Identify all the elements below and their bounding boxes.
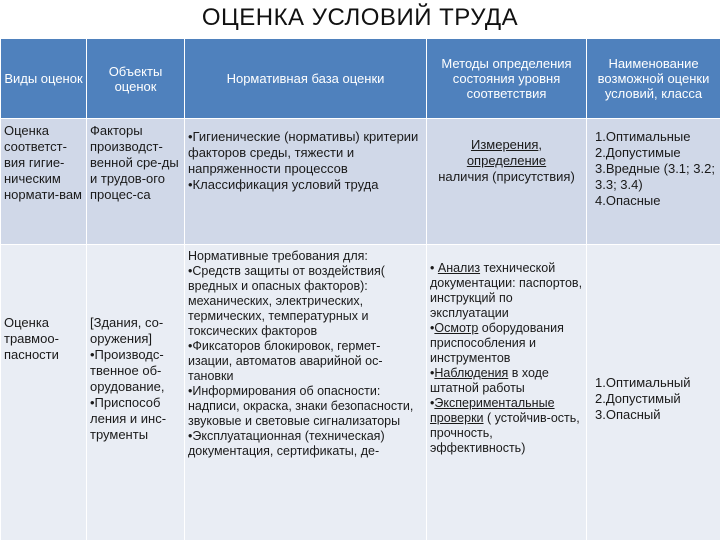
header-assessment-objects: Объекты оценок (87, 39, 185, 119)
cell-objects: Факторы производст-венной сре-ды и трудов-ого процес-са (87, 119, 185, 245)
class-item: 3.Вредные (3.1; 3.2; 3.3; 3.4) (595, 161, 715, 192)
table-row (1, 245, 720, 540)
norm-item: •Эксплуатационная (техническая) документация, сертификаты, де- (188, 429, 385, 458)
cell-norms (185, 119, 427, 245)
method-measurement: Измерения (470, 137, 539, 152)
cell-type: Оценка травмоо-пасности (1, 245, 87, 540)
norm-item: •Информирования об опасности: надписи, окраска, знаки безопасности, звуковые и световые сигнализаторы (188, 384, 414, 428)
header-normative-base: Нормативная база оценки (185, 39, 427, 119)
assessment-table (0, 38, 720, 540)
method-item: •Наблюдения в ходе штатной работы (430, 366, 549, 395)
cell-objects (87, 245, 185, 540)
method-item: • Анализ технической документации: паспортов, инструкций по эксплуатации (430, 261, 583, 320)
method-item: •Экспериментальные проверки ( устойчив-ость, прочность, эффективность) (430, 396, 580, 455)
object-item: •Производс-твенное об-орудование, (90, 347, 165, 394)
method-item: •Осмотр оборудования приспособления и инструментов (430, 321, 564, 365)
header-assessment-types: Виды оценок (1, 39, 87, 119)
object-item: •Приспособ ления и инс-трументы (90, 395, 167, 442)
class-item: 2.Допустимый (595, 391, 681, 406)
object-item: [Здания, со-оружения] (90, 315, 164, 346)
class-item: 2.Допустимые (595, 145, 681, 160)
cell-classes (587, 119, 720, 245)
class-item: 1.Оптимальный (595, 375, 691, 390)
class-item: 4.Опасные (595, 193, 661, 208)
table-row (1, 119, 720, 245)
method-determination: определение (466, 153, 547, 168)
cell-type: Оценка соответст-вия гигие-ническим нормати-вам (1, 119, 87, 245)
cell-classes (587, 245, 720, 540)
header-row (1, 39, 720, 119)
norm-item: •Гигиенические (нормативы) критерии факторов среды, тяжести и напряженности процессов (188, 129, 419, 176)
norm-item: •Классификация условий труда (188, 177, 379, 192)
cell-norms (185, 245, 427, 540)
cell-methods (427, 245, 587, 540)
cell-methods: Измерения, определение наличия (присутствия) (427, 119, 587, 245)
class-item: 3.Опасный (595, 407, 661, 422)
norm-item: •Средств защиты от воздействия( вредных и опасных факторов): механических, электрических, термических, температурных и токсических факторов (188, 264, 385, 338)
page-title: ОЦЕНКА УСЛОВИЙ ТРУДА (201, 4, 519, 31)
header-methods: Методы определения состояния уровня соответствия (427, 39, 587, 119)
header-classes: Наименование возможной оценки условий, класса (587, 39, 720, 119)
norms-intro: Нормативные требования для: (188, 249, 368, 263)
class-item: 1.Оптимальные (595, 129, 691, 144)
norm-item: •Фиксаторов блокировок, гермет-изации, автоматов аварийной ос-тановки (188, 339, 383, 383)
